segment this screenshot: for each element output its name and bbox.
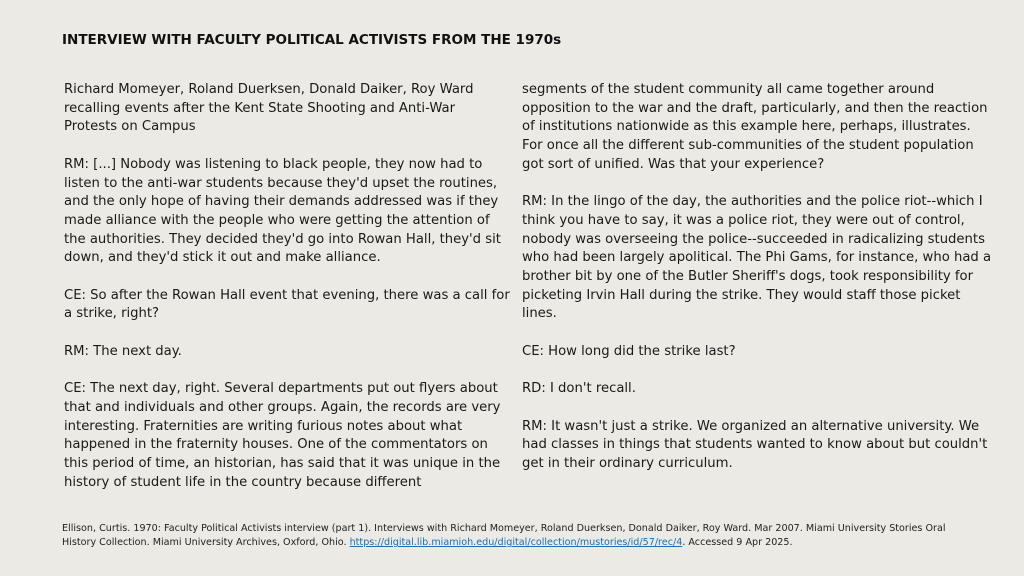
intro-paragraph: Richard Momeyer, Roland Duerksen, Donald Daiker, Roy Ward recalling events after the Kent State Shooting and Anti-War Protests on Campus xyxy=(64,82,474,135)
transcript-paragraph: RM: [...] Nobody was listening to black people, they now had to listen to the anti-war students because they'd upset the routines, and the only hope of having their demands addressed was if they made alliance with the people who were getting the attention of the authorities. They decided they'd go into Rowan Hall, they'd sit down, and they'd stick it out and make alliance. xyxy=(64,156,501,266)
citation xyxy=(62,522,962,550)
left-column xyxy=(64,81,512,511)
citation-link[interactable]: https://digital.lib.miamioh.edu/digital/collection/mustories/id/57/rec/4 xyxy=(349,537,683,548)
transcript-paragraph: segments of the student community all came together around opposition to the war and the draft, particularly, and then the reaction of institutions nationwide as this example here, perhaps, illustrates. For once all the different sub-communities of the student population got sort of unified. Was that your experience? xyxy=(522,82,988,172)
transcript-paragraph: CE: So after the Rowan Hall event that evening, there was a call for a strike, right? xyxy=(64,287,510,322)
transcript-paragraph: RM: It wasn't just a strike. We organized an alternative university. We had classes in things that students wanted to know about but couldn't get in their ordinary curriculum. xyxy=(522,418,988,471)
transcript-paragraph: CE: How long did the strike last? xyxy=(522,343,736,359)
page-title: INTERVIEW WITH FACULTY POLITICAL ACTIVISTS FROM THE 1970s xyxy=(62,32,562,48)
transcript-paragraph: RM: In the lingo of the day, the authorities and the police riot--which I think you have to say, it was a police riot, they were out of control, nobody was overseeing the police--succeeded in radicalizing students who had been largely apolitical. The Phi Gams, for instance, who had a brother bit by one of the Butler Sheriff's dogs, took responsibility for picketing Irvin Hall during the strike. They would staff those picket lines. xyxy=(522,194,992,322)
transcript-paragraph: RM: The next day. xyxy=(64,343,182,359)
transcript-paragraph: CE: The next day, right. Several departments put out flyers about that and individuals and other groups. Again, the records are very interesting. Fraternities are writing furious notes about what happened in the fraternity houses. One of the commentators on this period of time, an historian, has said that it was unique in the history of student life in the country because different xyxy=(64,381,501,490)
citation-text: Ellison, Curtis. 1970: Faculty Political Activists interview (part 1). Interviews with Richard Momeyer, Roland Duerksen, Donald Daiker, Roy Ward. Mar 2007. Miami University Stories Oral History Collection. Miami University Archives, Oxford, Ohio. xyxy=(62,523,946,548)
right-column xyxy=(522,81,992,492)
transcript-paragraph: RD: I don't recall. xyxy=(522,381,636,397)
citation-accessed: . Accessed 9 Apr 2025. xyxy=(682,537,793,548)
